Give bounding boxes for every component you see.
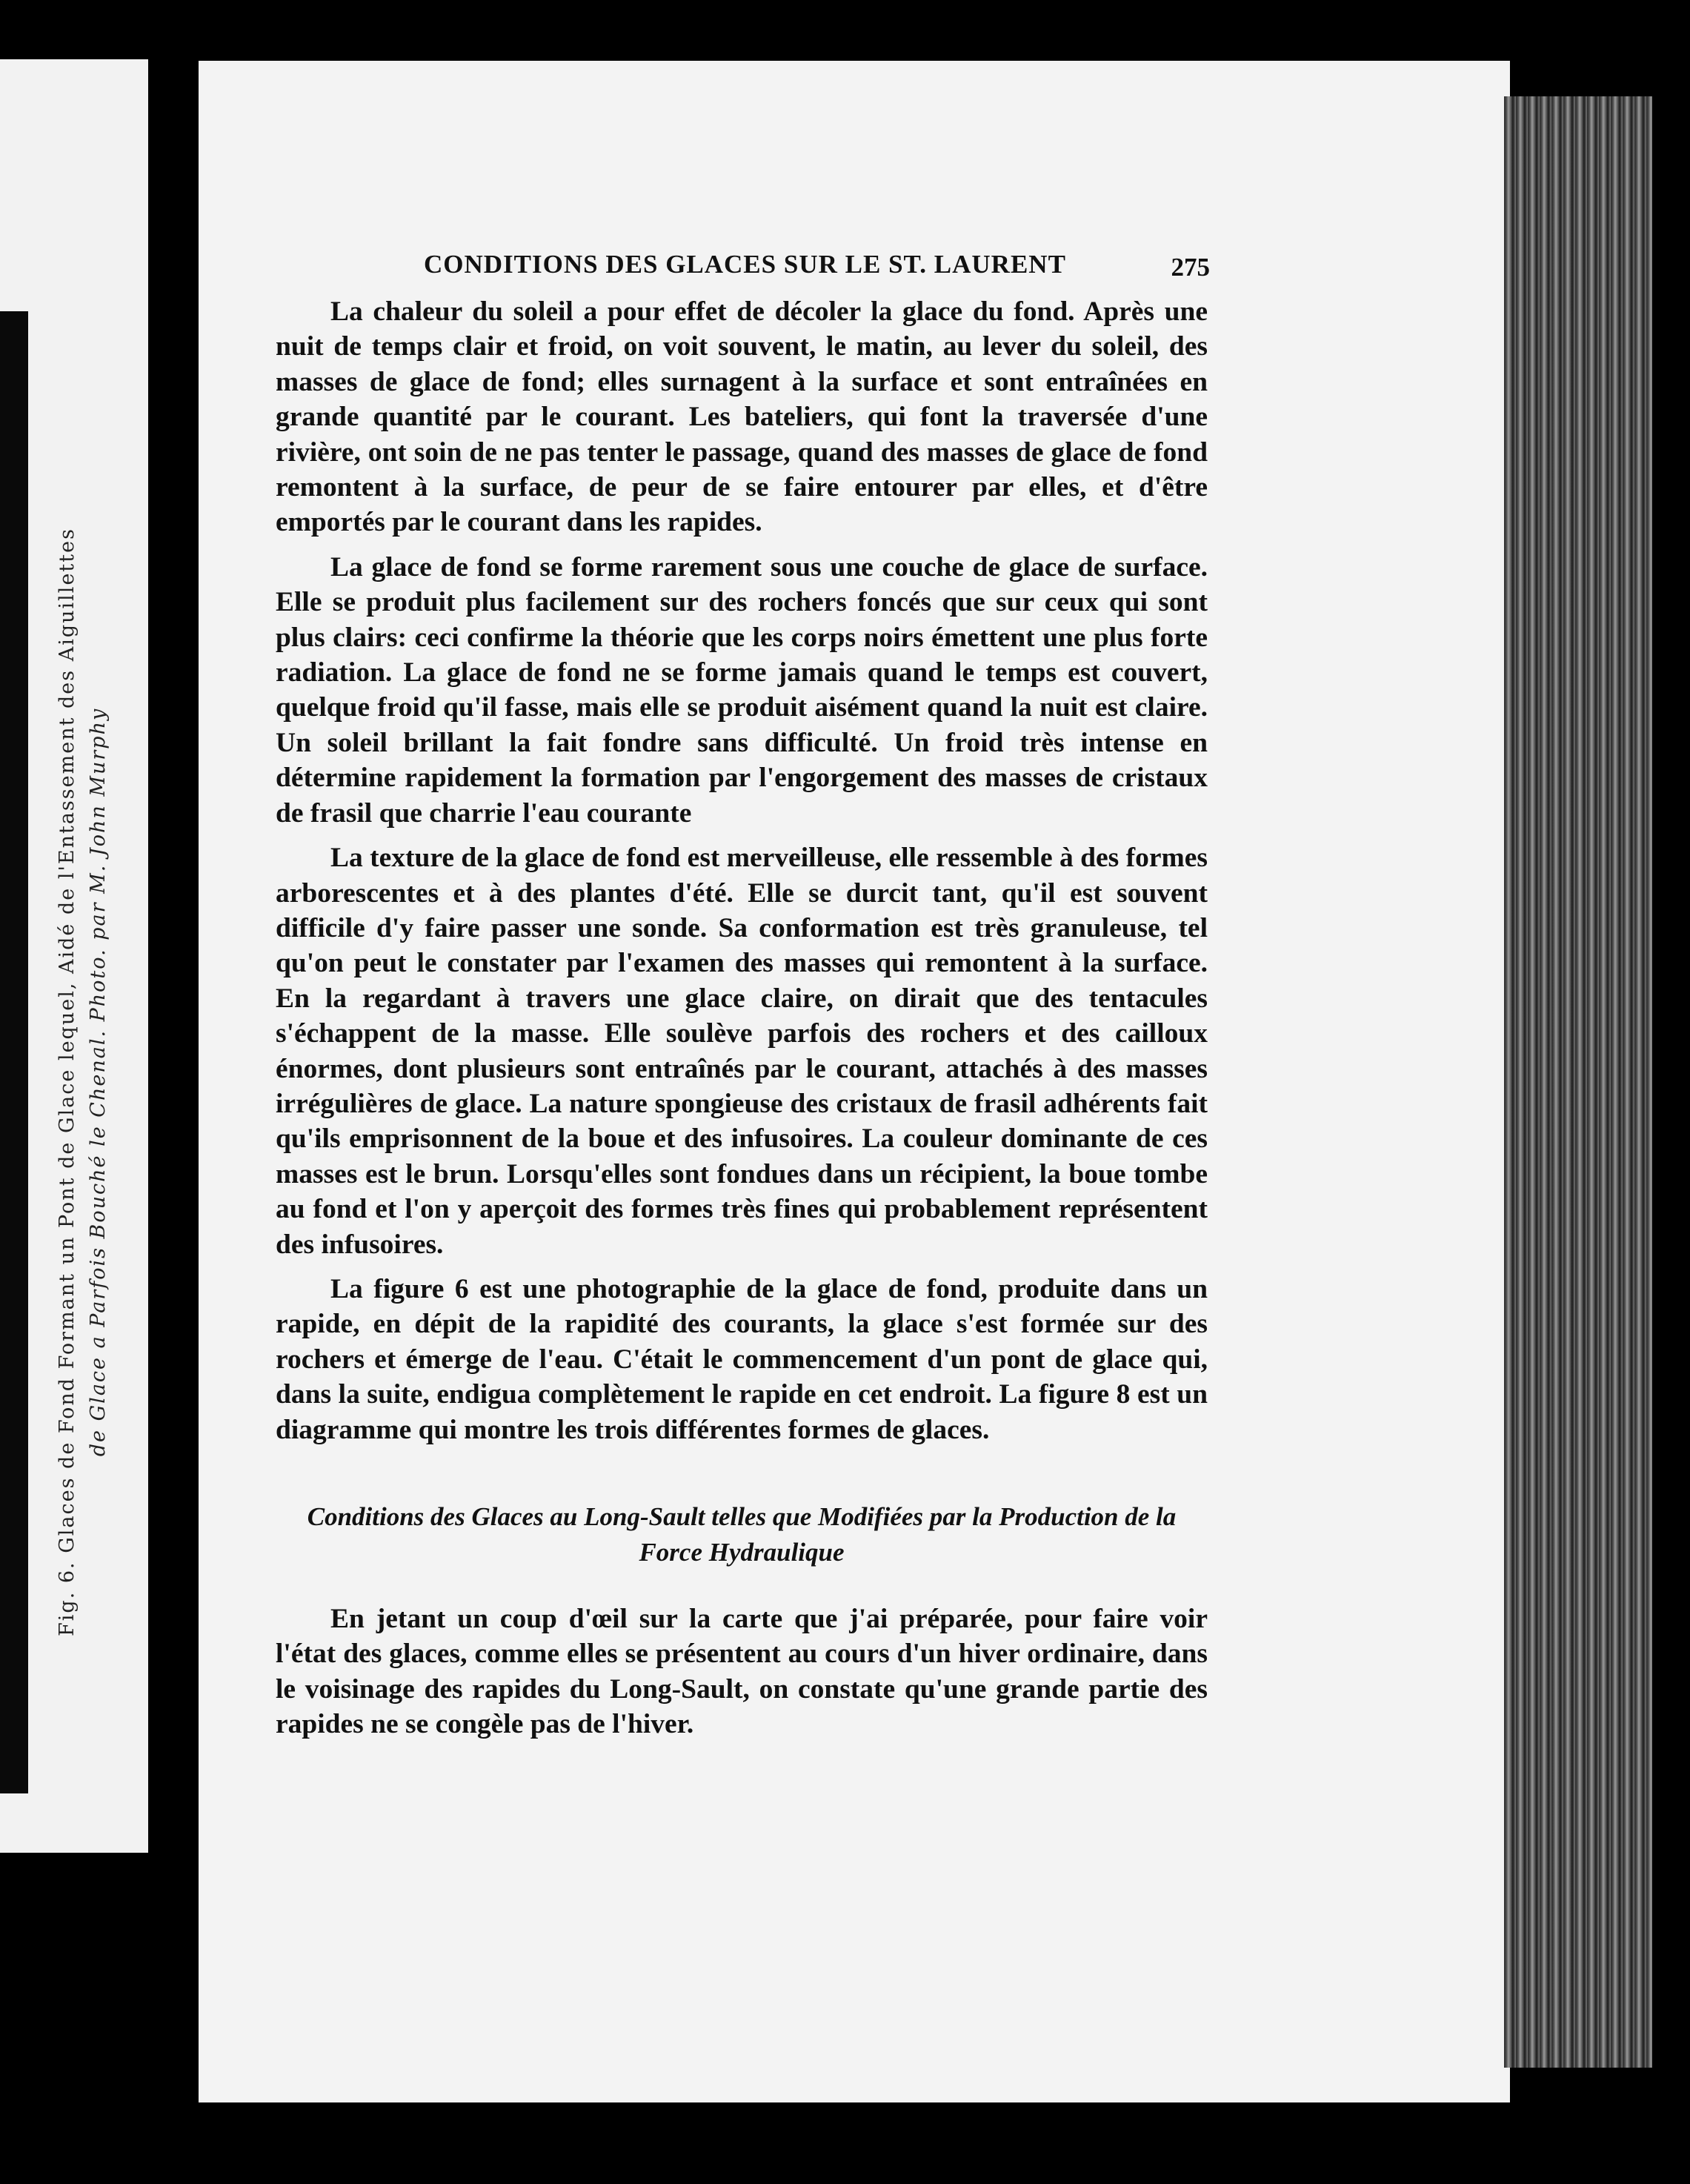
- running-head: [276, 241, 1208, 285]
- page-number: 275: [1171, 253, 1210, 282]
- paragraph-2: La glace de fond se forme rarement sous une couche de glace de surface. Elle se produit plus facilement sur des rochers foncés que sur ceux qui sont plus clairs: ceci confirme la théorie que les corps noirs émettent une plus forte radiation. La glace de fond ne se forme jamais quand le temps est couvert, quelque froid qu'il fasse, mais elle se produit aisément quand la nuit est claire. Un soleil brillant la fait fondre sans difficulté. Un froid très intense en détermine rapidement la formation par l'engorgement des masses de cristaux de frasil que charrie l'eau courante: [276, 551, 1208, 829]
- page-text-block: [276, 241, 1208, 1752]
- paragraph-3: La texture de la glace de fond est merveilleuse, elle ressemble à des formes arborescentes et à des plantes d'été. Elle se durcit tant, qu'il est souvent difficile d'y faire passer une sonde. Sa conformation est très granuleuse, tel qu'on peut le constater par l'examen des masses qui remontent à la surface. En la regardant à travers une glace claire, on dirait que des tentacules s'échappent de la masse. Elle soulève parfois des rochers et des cailloux énormes, dont plusieurs sont entraînés par le courant, attachés à des masses irrégulières de glace. La nature spongieuse des cristaux de frasil adhérents fait qu'ils emprisonnent de la boue et des infusoires. La couleur dominante de ces masses est le brun. Lorsqu'elles sont fondues dans un récipient, la boue tombe au fond et l'on y aperçoit des formes très fines qui probablement représentent des infusoires.: [276, 843, 1208, 1260]
- figure-caption-line-2: de Glace a Parfois Bouché le Chenal. Photo. par M. John Murphy: [86, 707, 110, 1457]
- running-title: CONDITIONS DES GLACES SUR LE ST. LAURENT: [424, 250, 1066, 279]
- figure-caption-line-1: Fig. 6. Glaces de Fond Formant un Pont de Glace lequel, Aidé de l'Entassement des Aiguillettes: [56, 528, 79, 1636]
- paragraph-4: La figure 6 est une photographie de la glace de fond, produite dans un rapide, en dépit de la rapidité des courants, la glace s'est formée sur des rochers et émerge de l'eau. C'était le commencement d'un pont de glace qui, dans la suite, endigua complètement le rapide en cet endroit. La figure 8 est un diagramme qui montre les trois différentes formes de glaces.: [276, 1273, 1208, 1445]
- rotated-figure-caption: [52, 356, 141, 1808]
- paragraph-5: En jetant un coup d'œil sur la carte que j'ai préparée, pour faire voir l'état des glaces, comme elles se présentent au cours d'un hiver ordinaire, dans le voisinage des rapides du Long-Sault, on constate qu'une grande partie des rapides ne se congèle pas de l'hiver.: [276, 1604, 1208, 1740]
- page-stack-edge: [1504, 96, 1652, 2068]
- paragraph-1: La chaleur du soleil a pour effet de décoler la glace du fond. Après une nuit de temps clair et froid, on voit souvent, le matin, au lever du soleil, des masses de glace de fond; elles surnagent à la surface et sont entraînées en grande quantité par le courant. Les bateliers, qui font la traversée d'une rivière, ont soin de ne pas tenter le passage, quand des masses de glace de fond remontent à la surface, de peur de se faire entourer par elles, et d'être emportés par le courant dans les rapides.: [276, 296, 1208, 538]
- scan-shadow-bar: [0, 311, 28, 1793]
- section-heading: Conditions des Glaces au Long-Sault telles que Modifiées par la Production de la Force Hydraulique: [307, 1502, 1177, 1567]
